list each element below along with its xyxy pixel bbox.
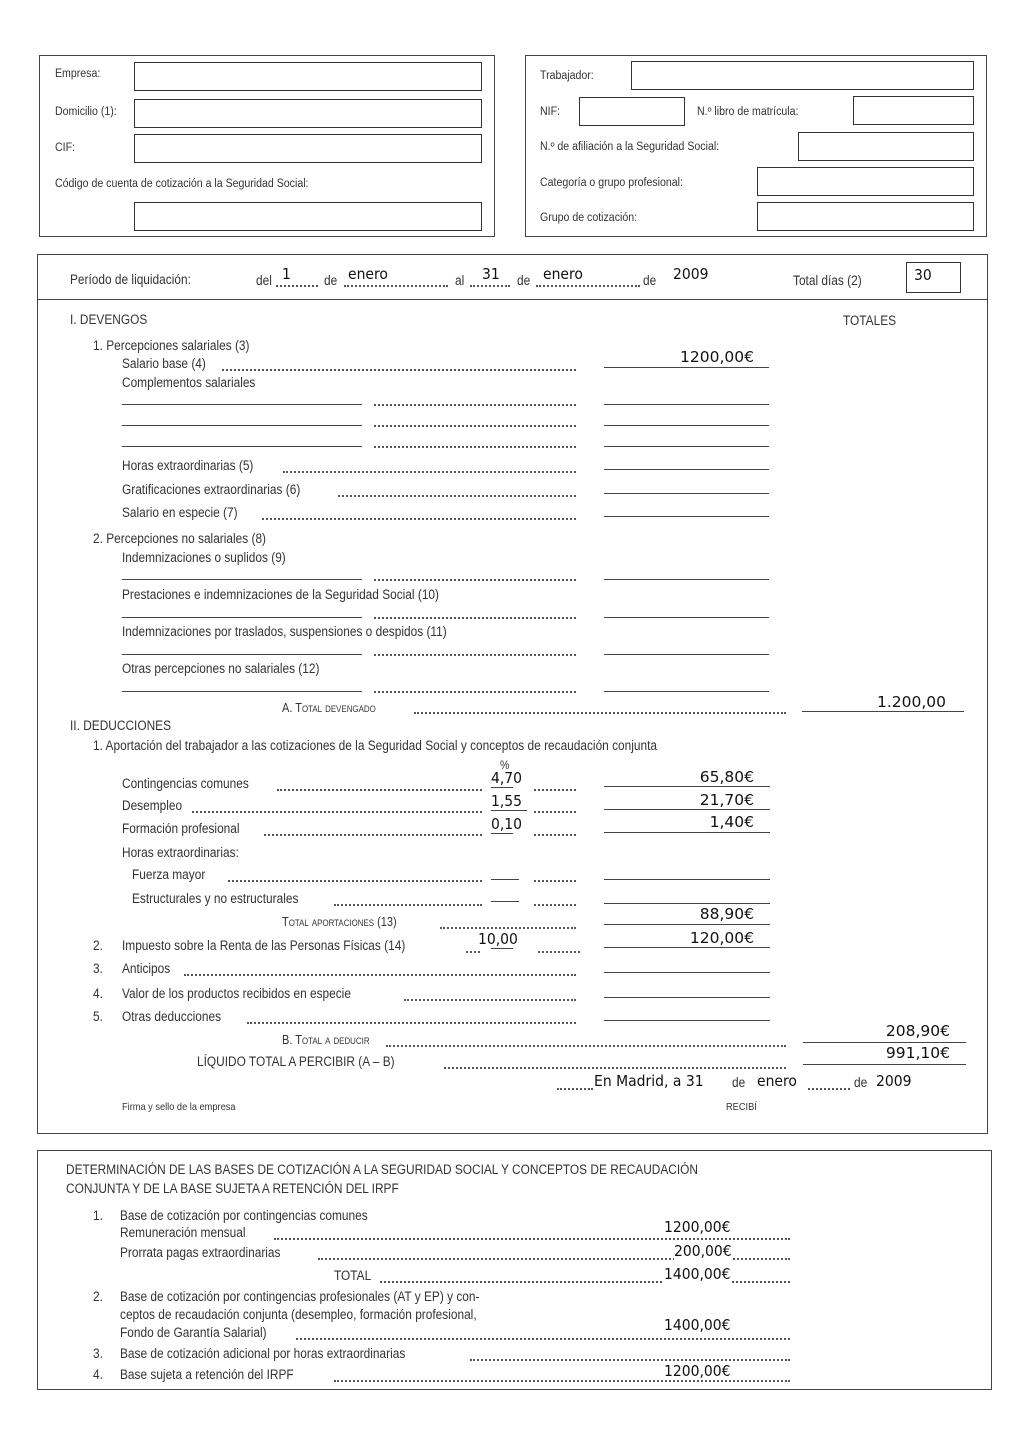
domicilio-field[interactable] — [134, 99, 482, 128]
nif-label: NIF: — [540, 106, 560, 118]
bases-item4-value[interactable]: 1200,00€ — [664, 1362, 731, 1380]
periodo-de-1: de — [324, 273, 338, 288]
totales-header: TOTALES — [843, 313, 897, 328]
periodo-del: del — [256, 273, 272, 288]
firma-mes[interactable]: enero — [757, 1072, 797, 1090]
prestaciones-concept-line[interactable] — [122, 617, 362, 618]
fuerza-mayor-label: Fuerza mayor — [132, 867, 206, 882]
suplidos-concept-line[interactable] — [122, 579, 362, 580]
periodo-day-from[interactable]: 1 — [282, 265, 291, 283]
trabajador-label: Trabajador: — [540, 70, 594, 82]
salario-base-label: Salario base (4) — [122, 356, 206, 371]
total-aportaciones-value[interactable]: 88,90€ — [699, 905, 754, 923]
liquido-label: LÍQUIDO TOTAL A PERCIBIR (A – B) — [197, 1054, 395, 1069]
complemento-concept-line[interactable] — [122, 446, 362, 447]
formacion-amount[interactable]: 1,40€ — [709, 813, 754, 831]
bases-item2-num: 2. — [93, 1289, 103, 1304]
periodo-month-to[interactable]: enero — [543, 265, 583, 283]
complemento-concept-line[interactable] — [122, 404, 362, 405]
salario-especie-label: Salario en especie (7) — [122, 505, 238, 520]
remuneracion-label: Remuneración mensual — [120, 1225, 246, 1240]
formacion-percent[interactable]: 0,10 — [491, 815, 523, 833]
complemento-amount-line[interactable] — [604, 446, 769, 447]
especie-label: Valor de los productos recibidos en especie — [122, 986, 351, 1001]
firma-de-2: de — [854, 1075, 868, 1090]
firma-sello-label: Firma y sello de la empresa — [122, 1101, 236, 1113]
lugar-fecha[interactable]: En Madrid, a 31 — [594, 1072, 704, 1090]
bases-item1-label: Base de cotización por contingencias comunes — [120, 1208, 368, 1223]
otras-percepciones-label: Otras percepciones no salariales (12) — [122, 661, 320, 676]
traslados-concept-line[interactable] — [122, 654, 362, 655]
anticipos-amount-line[interactable] — [604, 972, 770, 973]
suplidos-amount-line[interactable] — [604, 579, 769, 580]
firma-anio[interactable]: 2009 — [876, 1072, 912, 1090]
afiliacion-field[interactable] — [798, 132, 974, 161]
otras-deducciones-label: Otras deducciones — [122, 1009, 222, 1024]
cif-field[interactable] — [134, 134, 482, 163]
periodo-label: Período de liquidación: — [70, 272, 191, 287]
bases-item2-line3: Fondo de Garantía Salarial) — [120, 1325, 267, 1340]
categoria-field[interactable] — [757, 167, 974, 196]
bases-title-line2: CONJUNTA Y DE LA BASE SUJETA A RETENCIÓN DEL IRPF — [66, 1181, 399, 1196]
total-dias-value: 30 — [914, 266, 932, 284]
total-dias-label: Total días (2) — [793, 273, 862, 288]
cif-label: CIF: — [55, 142, 75, 154]
salario-base-value[interactable]: 1200,00€ — [680, 348, 754, 366]
bases-title-line1: DETERMINACIÓN DE LAS BASES DE COTIZACIÓN A LA SEGURIDAD SOCIAL Y CONCEPTOS DE RECAUDACIÓN — [66, 1162, 698, 1177]
total-dias-field[interactable] — [906, 262, 961, 293]
horas-extraordinarias-label: Horas extraordinarias: — [122, 845, 239, 860]
bases-item3-num: 3. — [93, 1346, 103, 1361]
especie-num: 4. — [93, 986, 103, 1001]
nif-field[interactable] — [579, 97, 685, 126]
deducciones-title: II. DEDUCCIONES — [70, 718, 171, 733]
bases-item2-value[interactable]: 1400,00€ — [664, 1316, 731, 1334]
fuerza-mayor-percent-line[interactable] — [491, 879, 519, 880]
otras-deducciones-amount-line[interactable] — [604, 1020, 770, 1021]
periodo-year[interactable]: 2009 — [673, 265, 709, 283]
codigo-cuenta-label: Código de cuenta de cotización a la Seguridad Social: — [55, 178, 309, 190]
complementos-label: Complementos salariales — [122, 375, 256, 390]
libro-matricula-field[interactable] — [853, 96, 974, 125]
total-devengado-label: A. Total devengado — [282, 701, 376, 715]
desempleo-percent[interactable]: 1,55 — [491, 792, 523, 810]
domicilio-label: Domicilio (1): — [55, 106, 117, 118]
indemnizaciones-suplidos-label: Indemnizaciones o suplidos (9) — [122, 550, 286, 565]
bases-item4-num: 4. — [93, 1367, 103, 1382]
bases-item4-label: Base sujeta a retención del IRPF — [120, 1367, 294, 1382]
otras-deducciones-num: 5. — [93, 1009, 103, 1024]
aportacion-label: 1. Aportación del trabajador a las cotizaciones de la Seguridad Social y conceptos de recaudación conjunta — [93, 738, 658, 753]
gratificaciones-label: Gratificaciones extraordinarias (6) — [122, 482, 301, 497]
irpf-amount[interactable]: 120,00€ — [689, 929, 754, 947]
desempleo-amount[interactable]: 21,70€ — [699, 791, 754, 809]
empresa-label: Empresa: — [55, 68, 101, 80]
contingencias-percent[interactable]: 4,70 — [491, 769, 523, 787]
contingencias-label: Contingencias comunes — [122, 776, 249, 791]
bases-item2-line1: Base de cotización por contingencias profesionales (AT y EP) y con- — [120, 1289, 480, 1304]
bases-item1-num: 1. — [93, 1208, 103, 1223]
bases-total-label: TOTAL — [334, 1268, 372, 1283]
periodo-de-2: de — [517, 273, 531, 288]
bases-item3-label: Base de cotización adicional por horas extraordinarias — [120, 1346, 406, 1361]
especie-amount-line[interactable] — [604, 997, 770, 998]
horas-extra-amount-line[interactable] — [604, 469, 769, 470]
irpf-label: Impuesto sobre la Renta de las Personas Físicas (14) — [122, 938, 406, 953]
categoria-label: Categoría o grupo profesional: — [540, 177, 683, 189]
prorrata-value[interactable]: 200,00€ — [674, 1242, 732, 1260]
devengos-title: I. DEVENGOS — [70, 312, 148, 327]
prorrata-label: Prorrata pagas extraordinarias — [120, 1245, 281, 1260]
formacion-label: Formación profesional — [122, 821, 240, 836]
prestaciones-amount-line[interactable] — [604, 617, 769, 618]
recibi-label: RECIBÍ — [726, 1101, 757, 1113]
empresa-field[interactable] — [134, 62, 482, 91]
anticipos-num: 3. — [93, 961, 103, 976]
periodo-day-to[interactable]: 31 — [482, 265, 500, 283]
liquido-value[interactable]: 991,10€ — [885, 1044, 950, 1062]
grupo-cotizacion-label: Grupo de cotización: — [540, 212, 638, 224]
codigo-cuenta-field[interactable] — [134, 202, 482, 231]
firma-de-1: de — [732, 1075, 746, 1090]
percent-header: % — [500, 758, 510, 772]
periodo-de-3: de — [643, 273, 657, 288]
traslados-amount-line[interactable] — [604, 654, 769, 655]
total-deducir-label: B. Total a deducir — [282, 1033, 370, 1047]
total-devengado-value[interactable]: 1.200,00 — [876, 693, 946, 711]
traslados-label: Indemnizaciones por traslados, suspensiones o despidos (11) — [122, 624, 447, 639]
complemento-concept-line[interactable] — [122, 425, 362, 426]
remuneracion-value[interactable]: 1200,00€ — [664, 1218, 731, 1236]
total-aportaciones-label: Total aportaciones (13) — [282, 915, 397, 929]
irpf-percent[interactable]: 10,00 — [478, 930, 518, 948]
periodo-al: al — [455, 273, 465, 288]
estructurales-label: Estructurales y no estructurales — [132, 891, 299, 906]
total-deducir-value[interactable]: 208,90€ — [885, 1022, 950, 1040]
percepciones-no-salariales-label: 2. Percepciones no salariales (8) — [93, 531, 267, 546]
otras-concept-line[interactable] — [122, 691, 362, 692]
otras-amount-line[interactable] — [604, 691, 769, 692]
gratificaciones-amount-line[interactable] — [604, 493, 769, 494]
estructurales-amount-line[interactable] — [604, 903, 770, 904]
trabajador-field[interactable] — [631, 61, 974, 90]
periodo-divider — [37, 299, 988, 300]
libro-matricula-label: N.º libro de matrícula: — [697, 106, 799, 118]
complemento-amount-line[interactable] — [604, 425, 769, 426]
prestaciones-label: Prestaciones e indemnizaciones de la Seguridad Social (10) — [122, 587, 439, 602]
complemento-amount-line[interactable] — [604, 404, 769, 405]
desempleo-label: Desempleo — [122, 798, 183, 813]
fuerza-mayor-amount-line[interactable] — [604, 879, 770, 880]
bases-item2-line2: ceptos de recaudación conjunta (desempleo, formación profesional, — [120, 1307, 477, 1322]
salario-especie-amount-line[interactable] — [604, 516, 769, 517]
afiliacion-label: N.º de afiliación a la Seguridad Social: — [540, 141, 720, 153]
bases-total-value[interactable]: 1400,00€ — [664, 1265, 731, 1283]
grupo-cotizacion-field[interactable] — [757, 202, 974, 231]
contingencias-amount[interactable]: 65,80€ — [699, 768, 754, 786]
estructurales-percent-line[interactable] — [491, 901, 519, 902]
irpf-num: 2. — [93, 938, 103, 953]
anticipos-label: Anticipos — [122, 961, 171, 976]
horas-extra-label: Horas extraordinarias (5) — [122, 458, 254, 473]
periodo-month-from[interactable]: enero — [348, 265, 388, 283]
percepciones-salariales-label: 1. Percepciones salariales (3) — [93, 338, 250, 353]
